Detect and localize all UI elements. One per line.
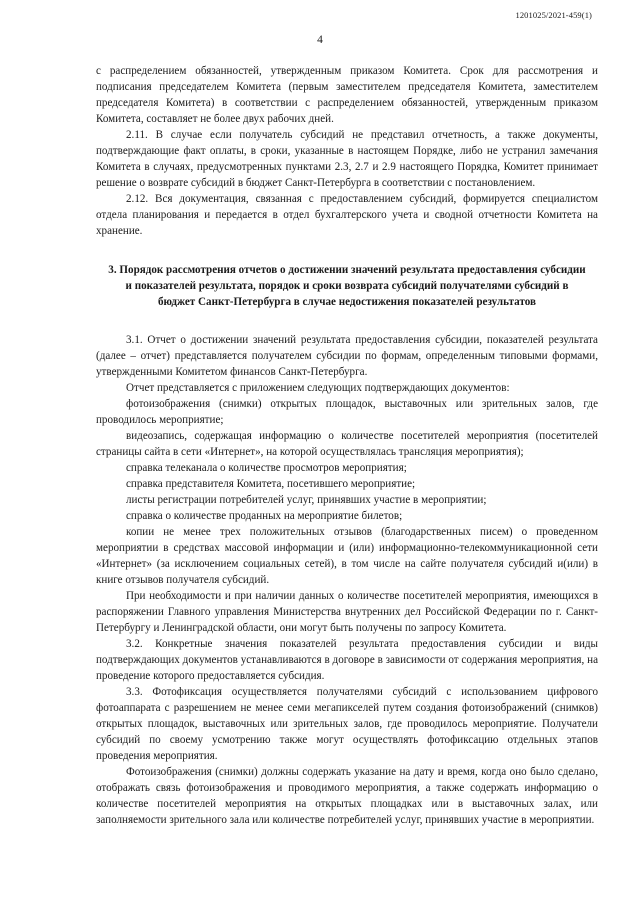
list-item-registration-sheets: листы регистрации потребителей услуг, принявших участие в мероприятии; [126,494,487,506]
document-body [96,63,598,828]
paragraph-police-data: При необходимости и при наличии данных о количестве посетителей мероприятия, имеющихся в распоряжении Главного управления Министерства внутренних дел Российской Федерации по г. Санкт-Петербургу и Ленинградской области, они могут быть получены по запросу Комитета. [96,590,598,634]
list-item-video: видеозапись, содержащая информацию о количестве посетителей мероприятия (посетителей страницы сайта в сети «Интернет», на которой осуществлялась трансляция мероприятия); [96,430,598,458]
section-3-heading: 3. Порядок рассмотрения отчетов о достижении значений результата предоставления субсидии и показателей результата, порядок и сроки возврата субсидий получателями субсидий в бюджет Санкт-Петербурга в случае недостижения показателей результатов [108,264,586,308]
list-item-reviews: копии не менее трех положительных отзывов (благодарственных писем) о проведенном мероприятии в средствах массовой информации и (или) информационно-телекоммуникационной сети «Интернет» (за исключением социальных сетей), в том числе на сайте получателя субсидий и(или) в книге отзывов получателя субсидий. [96,526,598,586]
list-item-photos: фотоизображения (снимки) открытых площадок, выставочных или зрительных залов, где проводилось мероприятие; [96,398,598,426]
paragraph-3-3: 3.3. Фотофиксация осуществляется получателями субсидий с использованием цифрового фотоаппарата с разрешением не менее семи мегапикселей путем создания фотоизображений (снимков) открытых площадок, выставочных или зрительных залов, где проводилось мероприятие. Получатели субсидий по своему усмотрению также могут осуществлять фотофиксацию отдельных этапов проведения мероприятия. [96,686,598,762]
paragraph-continuation: с распределением обязанностей, утвержденным приказом Комитета. Срок для рассмотрения и подписания председателем Комитета (первым заместителем председателя Комитета, заместителем председателя Комитета) в соответствии с распределением обязанностей, утвержденным приказом Комитета, составляет не более двух рабочих дней. [96,65,598,125]
list-item-representative-certificate: справка представителя Комитета, посетившего мероприятие; [126,478,416,490]
list-item-tickets-certificate: справка о количестве проданных на мероприятие билетов; [126,510,403,522]
page-number: 4 [317,34,323,46]
paragraph-2-11: 2.11. В случае если получатель субсидий не представил отчетность, а также документы, подтверждающие факт оплаты, в сроки, указанные в настоящем Порядке, либо не устранил замечания Комитета в случаях, предусмотренных пунктами 2.3, 2.7 и 2.9 настоящего Порядка, Комитет принимает решение о возврате субсидий в бюджет Санкт-Петербурга в соответствии с постановлением. [96,129,598,189]
list-item-tv-certificate: справка телеканала о количестве просмотров мероприятия; [126,462,407,474]
paragraph-report-attachments: Отчет представляется с приложением следующих подтверждающих документов: [126,382,510,394]
document-id: 1201025/2021-459(1) [515,10,592,20]
paragraph-2-12: 2.12. Вся документация, связанная с предоставлением субсидий, формируется специалистом отдела планирования и передается в отдел бухгалтерского учета и сводной отчетности Комитета на хранение. [96,193,598,237]
paragraph-3-1: 3.1. Отчет о достижении значений результата предоставления субсидии, показателей результата (далее – отчет) представляется получателем субсидии по формам, определенным типовыми формами, утвержденными Комитетом финансов Санкт-Петербурга. [96,334,598,378]
paragraph-3-2: 3.2. Конкретные значения показателей результата предоставления субсидии и виды подтверждающих документов устанавливаются в договоре в зависимости от содержания мероприятия, на проведение которого предоставляется субсидия. [96,638,598,682]
paragraph-photo-requirements: Фотоизображения (снимки) должны содержать указание на дату и время, когда оно было сделано, отображать связь фотоизображения и проводимого мероприятия, а также содержать информацию о количестве посетителей мероприятия на открытых площадках или в выставочных залах, или заполняемости зрительного зала или количестве потребителей услуг, принявших участие в мероприятии. [96,766,598,826]
